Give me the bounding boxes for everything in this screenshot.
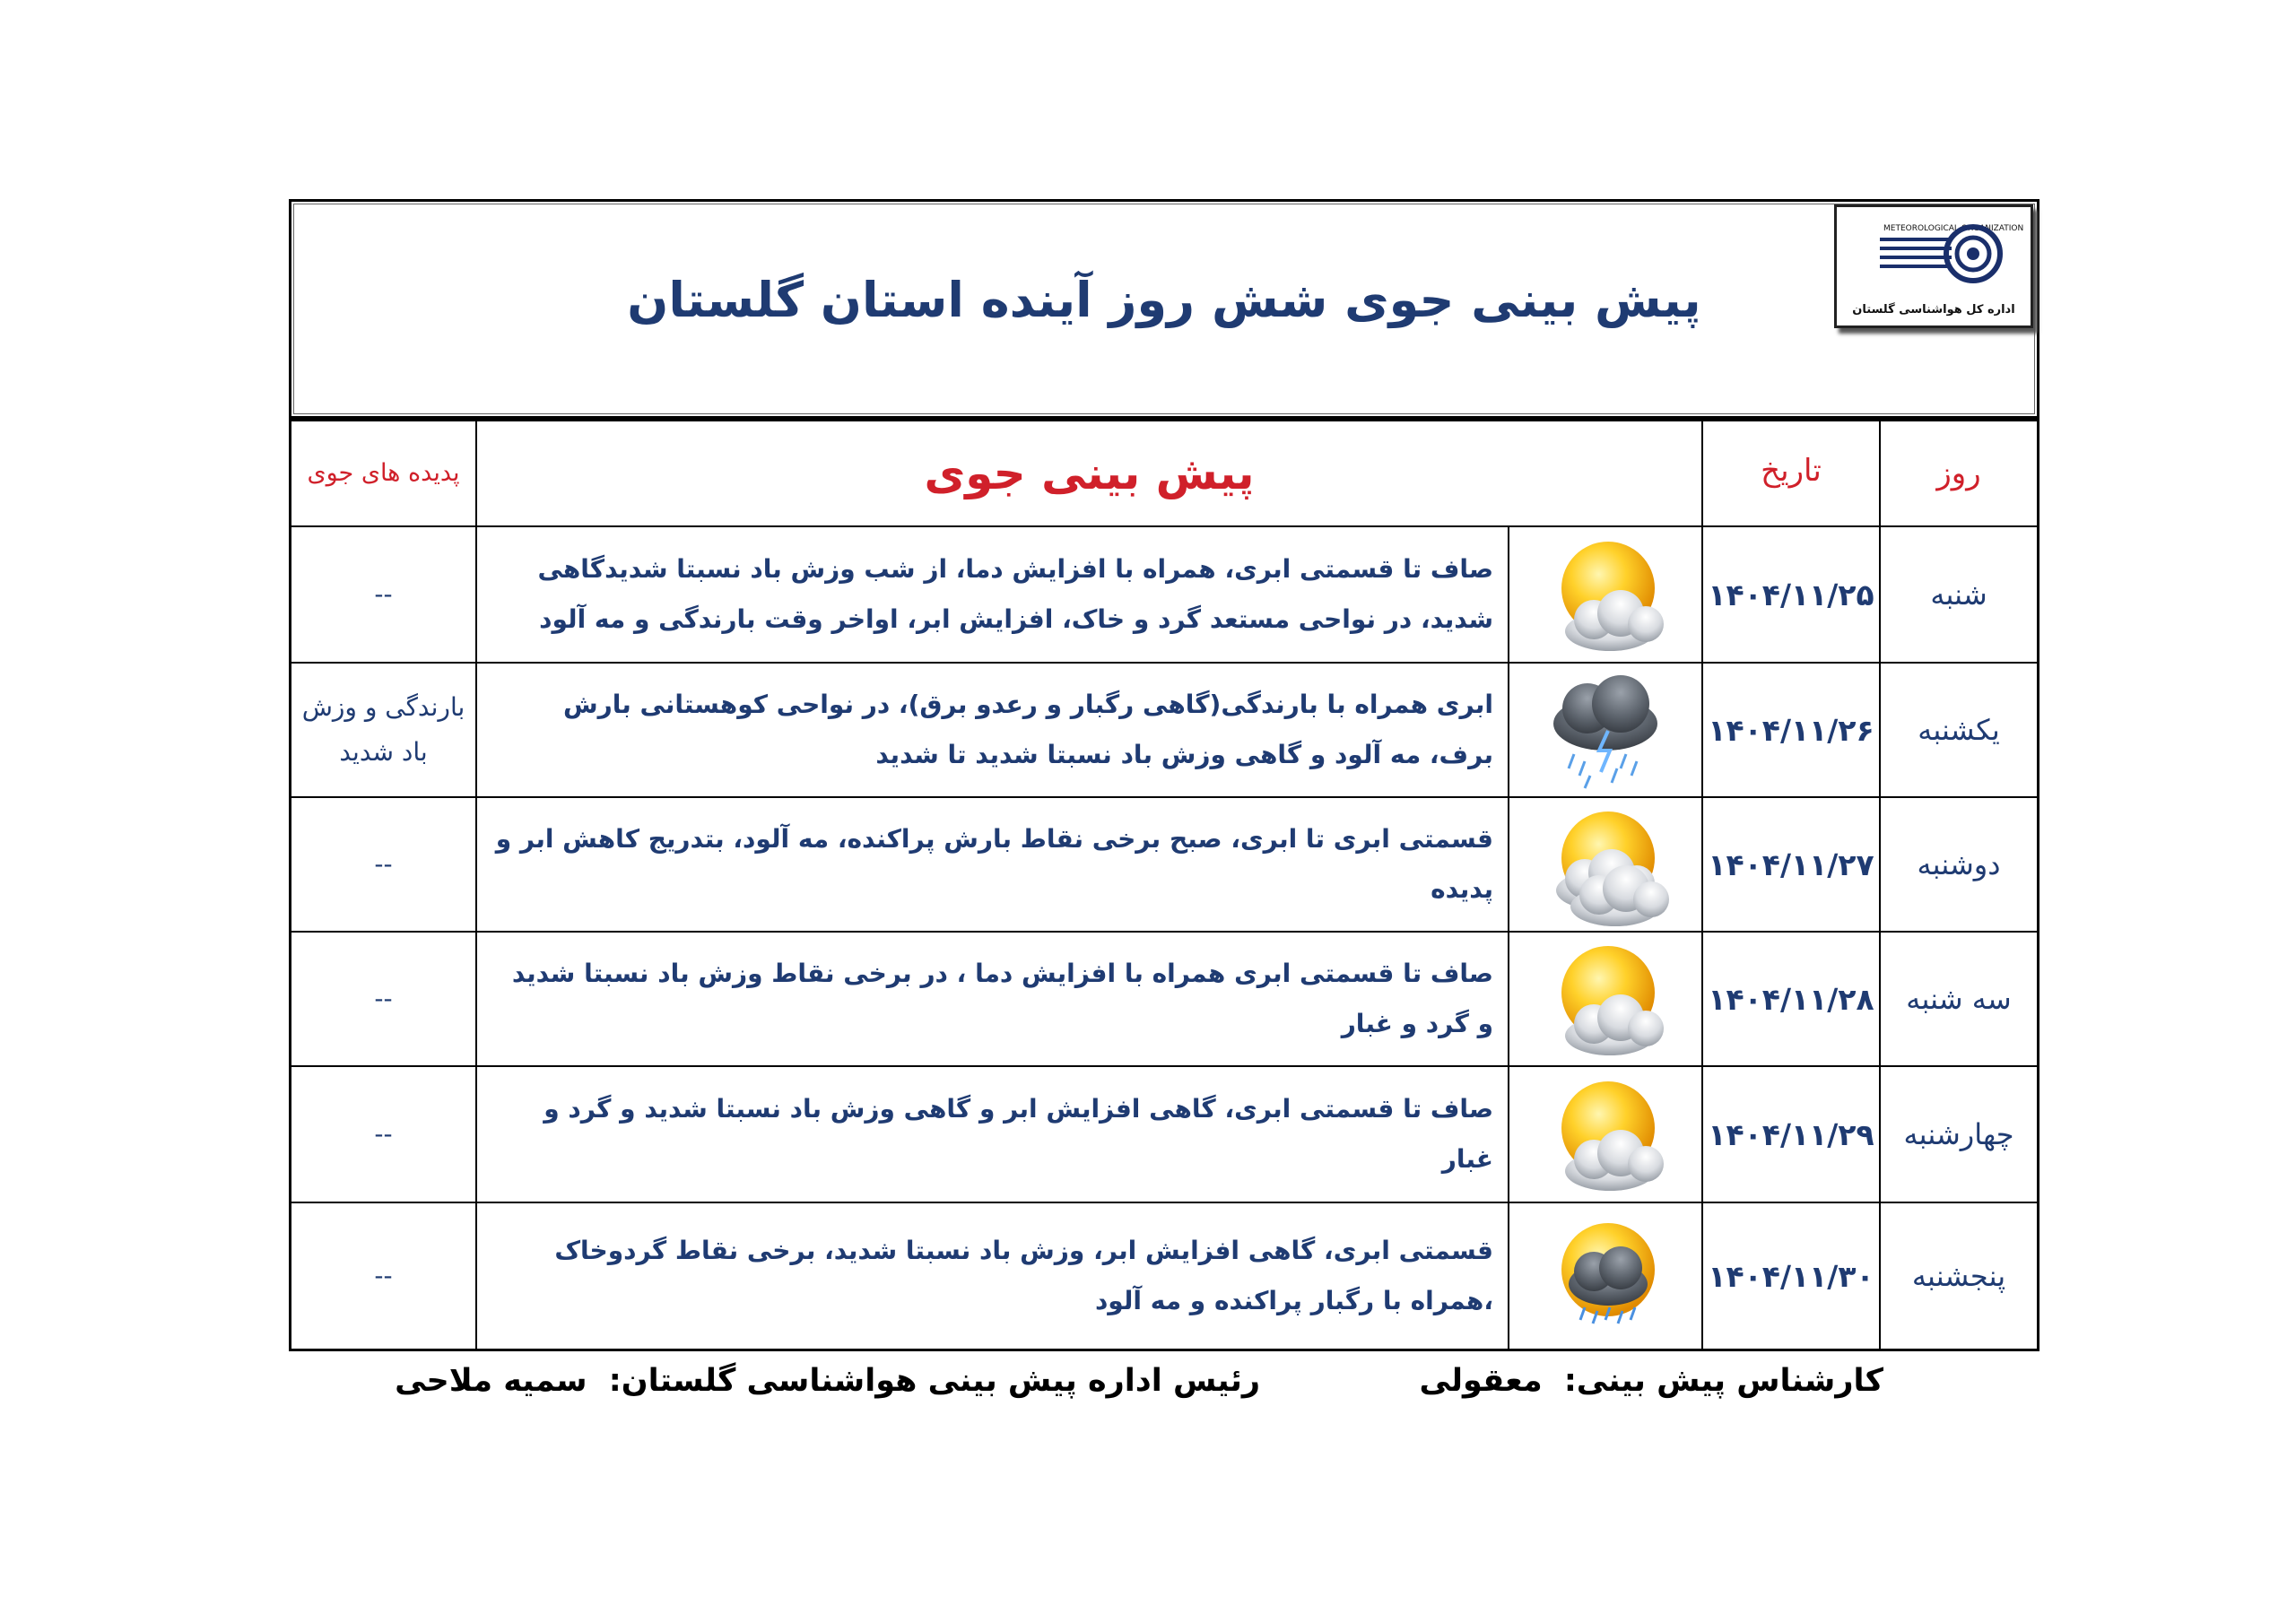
logo-en-text: METEOROLOGICAL ORGANIZATION [1883,224,2024,233]
head-label: رئیس اداره پیش بینی هواشناسی گلستان: [608,1363,1260,1399]
sun-cloud-rain-icon [1509,1203,1701,1349]
forecaster-label: کارشناس پیش بینی: [1563,1363,1883,1399]
meteorological-organization-logo [1834,204,2033,328]
date-cell: ۱۴۰۴/۱۱/۳۰ [1708,1258,1874,1294]
forecast-description: صاف تا قسمتی ابری، همراه با افزایش دما، از شب وزش باد نسبتا شدیدگاهی شدید، در نواحی مستعد گرد و خاک، افزایش ابر، اواخر وقت بارندگی و مه آلود [537,554,1493,634]
day-cell: چهارشنبه [1903,1117,2014,1151]
date-cell: ۱۴۰۴/۱۱/۲۹ [1708,1116,1874,1152]
date-cell: ۱۴۰۴/۱۱/۲۶ [1708,712,1874,748]
date-cell: ۱۴۰۴/۱۱/۲۵ [1708,577,1874,612]
header-box [289,199,2039,419]
logo-caption: اداره کل هواشناسی گلستان [1852,303,2015,317]
phenomena-cell: -- [374,579,393,609]
header-forecast: پیش بینی جوی [924,447,1255,499]
date-cell: ۱۴۰۴/۱۱/۲۸ [1708,981,1874,1017]
partly-cloudy-sun-icon [1509,527,1701,662]
day-cell: دوشنبه [1917,847,2001,881]
phenomena-cell: بارندگی و وزش باد شدید [301,692,465,767]
mostly-cloudy-sun-icon [1509,798,1701,931]
logo-emblem-icon [1867,216,2024,288]
date-cell: ۱۴۰۴/۱۱/۲۷ [1708,846,1874,882]
head-signature [395,1363,1260,1399]
partly-cloudy-sun-icon [1509,1067,1701,1202]
day-cell: شنبه [1930,577,1987,612]
day-cell: یکشنبه [1918,713,2000,747]
forecast-description: قسمتی ابری، گاهی افزایش ابر، وزش باد نسبتا شدید، برخی نقاط گردوخاک ،همراه با رگبار پراکنده و مه آلود [554,1236,1493,1315]
forecaster-signature [1420,1363,1884,1399]
day-cell: پنجشنبه [1911,1259,2006,1293]
header-day: روز [1936,456,1981,491]
phenomena-cell: -- [374,849,393,879]
page-title: پیش بینی جوی شش روز آینده استان گلستان [627,272,1701,328]
header-phenomena: پدیده های جوی [307,459,460,487]
phenomena-cell: -- [374,984,393,1013]
forecast-description: صاف تا قسمتی ابری همراه با افزایش دما ، در برخی نقاط وزش باد نسبتا شدید و گرد و غبار [511,959,1493,1038]
partly-cloudy-sun-icon [1509,933,1701,1065]
thunderstorm-rain-icon [1509,664,1701,796]
header-date: تاریخ [1761,453,1822,489]
phenomena-cell: -- [374,1261,393,1290]
forecast-description: قسمتی ابری تا ابری، صبح برخی نقاط بارش پراکنده، مه آلود، بتدریج کاهش ابر و پدیده [495,824,1493,904]
day-cell: سه شنبه [1906,982,2012,1016]
forecast-table [289,419,2039,1351]
forecast-description: صاف تا قسمتی ابری، گاهی افزایش ابر و گاهی وزش باد نسبتا شدید و گرد و غبار [544,1094,1493,1174]
phenomena-cell: -- [374,1119,393,1149]
forecaster-name: معقولی [1419,1363,1543,1399]
head-name: سمیه ملاحی [395,1363,587,1399]
forecast-description: ابری همراه با بارندگی(گاهی رگبار و رعدو برق)، در نواحی کوهستانی بارش برف، مه آلود و گاهی وزش باد نسبتا شدید تا شدید [562,690,1493,769]
